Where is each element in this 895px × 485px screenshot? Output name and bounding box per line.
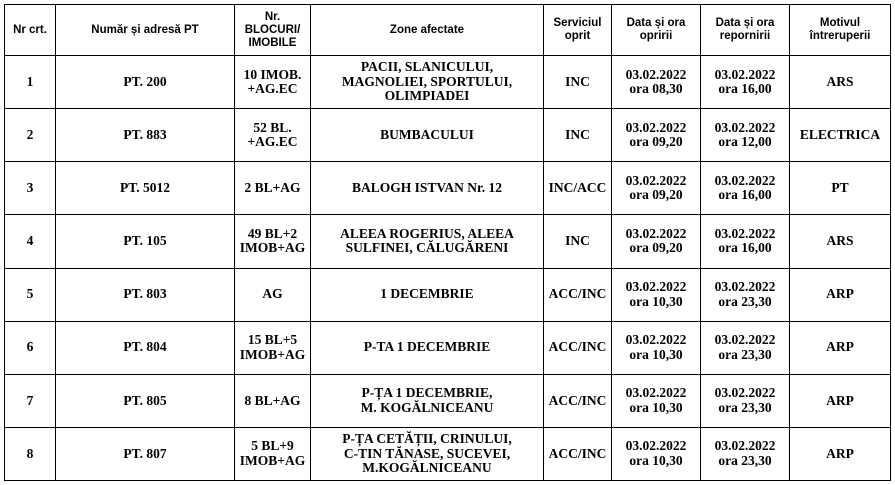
cell-stop-datetime: 03.02.2022 ora 08,30 bbox=[612, 56, 701, 109]
header-restart-datetime: Data și ora repornirii bbox=[701, 5, 790, 56]
cell-nr-crt: 5 bbox=[5, 268, 56, 321]
cell-blocks-buildings: AG bbox=[235, 268, 311, 321]
header-blocks-buildings: Nr. BLOCURI/ IMOBILE bbox=[235, 5, 311, 56]
cell-restart-datetime: 03.02.2022 ora 23,30 bbox=[701, 427, 790, 480]
header-pt-address: Număr și adresă PT bbox=[56, 5, 235, 56]
cell-interruption-reason: ARP bbox=[790, 374, 891, 427]
cell-stop-datetime: 03.02.2022 ora 10,30 bbox=[612, 268, 701, 321]
cell-restart-datetime: 03.02.2022 ora 12,00 bbox=[701, 109, 790, 162]
cell-interruption-reason: ARS bbox=[790, 215, 891, 268]
cell-interruption-reason: ARS bbox=[790, 56, 891, 109]
cell-nr-crt: 1 bbox=[5, 56, 56, 109]
cell-blocks-buildings: 52 BL. +AG.EC bbox=[235, 109, 311, 162]
cell-affected-zones: P-ȚA 1 DECEMBRIE, M. KOGĂLNICEANU bbox=[311, 374, 544, 427]
cell-pt-address: PT. 883 bbox=[56, 109, 235, 162]
cell-service-stopped: INC bbox=[544, 109, 612, 162]
cell-service-stopped: ACC/INC bbox=[544, 268, 612, 321]
cell-service-stopped: INC bbox=[544, 215, 612, 268]
cell-affected-zones: ALEEA ROGERIUS, ALEEA SULFINEI, CĂLUGĂRENI bbox=[311, 215, 544, 268]
table-row bbox=[5, 374, 891, 427]
cell-stop-datetime: 03.02.2022 ora 10,30 bbox=[612, 374, 701, 427]
cell-service-stopped: ACC/INC bbox=[544, 374, 612, 427]
table-row bbox=[5, 427, 891, 480]
cell-affected-zones: BALOGH ISTVAN Nr. 12 bbox=[311, 162, 544, 215]
cell-pt-address: PT. 5012 bbox=[56, 162, 235, 215]
cell-restart-datetime: 03.02.2022 ora 23,30 bbox=[701, 321, 790, 374]
cell-interruption-reason: PT bbox=[790, 162, 891, 215]
header-affected-zones: Zone afectate bbox=[311, 5, 544, 56]
interruptions-table bbox=[4, 4, 891, 481]
cell-affected-zones: PACII, SLANICULUI, MAGNOLIEI, SPORTULUI, OLIMPIADEI bbox=[311, 56, 544, 109]
cell-blocks-buildings: 10 IMOB. +AG.EC bbox=[235, 56, 311, 109]
cell-affected-zones: P-ȚA CETĂȚII, CRINULUI, C-TIN TĂNASE, SUCEVEI, M.KOGĂLNICEANU bbox=[311, 427, 544, 480]
cell-affected-zones: BUMBACULUI bbox=[311, 109, 544, 162]
cell-affected-zones: 1 DECEMBRIE bbox=[311, 268, 544, 321]
table-row bbox=[5, 162, 891, 215]
cell-stop-datetime: 03.02.2022 ora 09,20 bbox=[612, 162, 701, 215]
cell-nr-crt: 7 bbox=[5, 374, 56, 427]
cell-service-stopped: ACC/INC bbox=[544, 427, 612, 480]
cell-blocks-buildings: 15 BL+5 IMOB+AG bbox=[235, 321, 311, 374]
cell-pt-address: PT. 807 bbox=[56, 427, 235, 480]
cell-nr-crt: 4 bbox=[5, 215, 56, 268]
cell-stop-datetime: 03.02.2022 ora 09,20 bbox=[612, 215, 701, 268]
cell-interruption-reason: ELECTRICA bbox=[790, 109, 891, 162]
cell-nr-crt: 6 bbox=[5, 321, 56, 374]
cell-stop-datetime: 03.02.2022 ora 10,30 bbox=[612, 427, 701, 480]
cell-interruption-reason: ARP bbox=[790, 427, 891, 480]
header-stop-datetime: Data și ora opririi bbox=[612, 5, 701, 56]
cell-stop-datetime: 03.02.2022 ora 10,30 bbox=[612, 321, 701, 374]
table-row bbox=[5, 321, 891, 374]
cell-restart-datetime: 03.02.2022 ora 16,00 bbox=[701, 162, 790, 215]
cell-interruption-reason: ARP bbox=[790, 321, 891, 374]
cell-pt-address: PT. 200 bbox=[56, 56, 235, 109]
table-row bbox=[5, 215, 891, 268]
cell-blocks-buildings: 49 BL+2 IMOB+AG bbox=[235, 215, 311, 268]
cell-service-stopped: INC bbox=[544, 56, 612, 109]
cell-blocks-buildings: 8 BL+AG bbox=[235, 374, 311, 427]
cell-restart-datetime: 03.02.2022 ora 23,30 bbox=[701, 374, 790, 427]
cell-nr-crt: 8 bbox=[5, 427, 56, 480]
cell-stop-datetime: 03.02.2022 ora 09,20 bbox=[612, 109, 701, 162]
cell-restart-datetime: 03.02.2022 ora 16,00 bbox=[701, 56, 790, 109]
header-nr-crt: Nr crt. bbox=[5, 5, 56, 56]
cell-pt-address: PT. 804 bbox=[56, 321, 235, 374]
cell-pt-address: PT. 805 bbox=[56, 374, 235, 427]
cell-affected-zones: P-TA 1 DECEMBRIE bbox=[311, 321, 544, 374]
cell-service-stopped: ACC/INC bbox=[544, 321, 612, 374]
table-row bbox=[5, 56, 891, 109]
cell-pt-address: PT. 105 bbox=[56, 215, 235, 268]
cell-restart-datetime: 03.02.2022 ora 23,30 bbox=[701, 268, 790, 321]
cell-service-stopped: INC/ACC bbox=[544, 162, 612, 215]
cell-interruption-reason: ARP bbox=[790, 268, 891, 321]
header-service-stopped: Serviciul oprit bbox=[544, 5, 612, 56]
cell-pt-address: PT. 803 bbox=[56, 268, 235, 321]
cell-blocks-buildings: 2 BL+AG bbox=[235, 162, 311, 215]
table-row bbox=[5, 109, 891, 162]
cell-nr-crt: 2 bbox=[5, 109, 56, 162]
table-header-row bbox=[5, 5, 891, 56]
cell-nr-crt: 3 bbox=[5, 162, 56, 215]
cell-restart-datetime: 03.02.2022 ora 16,00 bbox=[701, 215, 790, 268]
cell-blocks-buildings: 5 BL+9 IMOB+AG bbox=[235, 427, 311, 480]
table-row bbox=[5, 268, 891, 321]
header-interruption-reason: Motivul întreruperii bbox=[790, 5, 891, 56]
